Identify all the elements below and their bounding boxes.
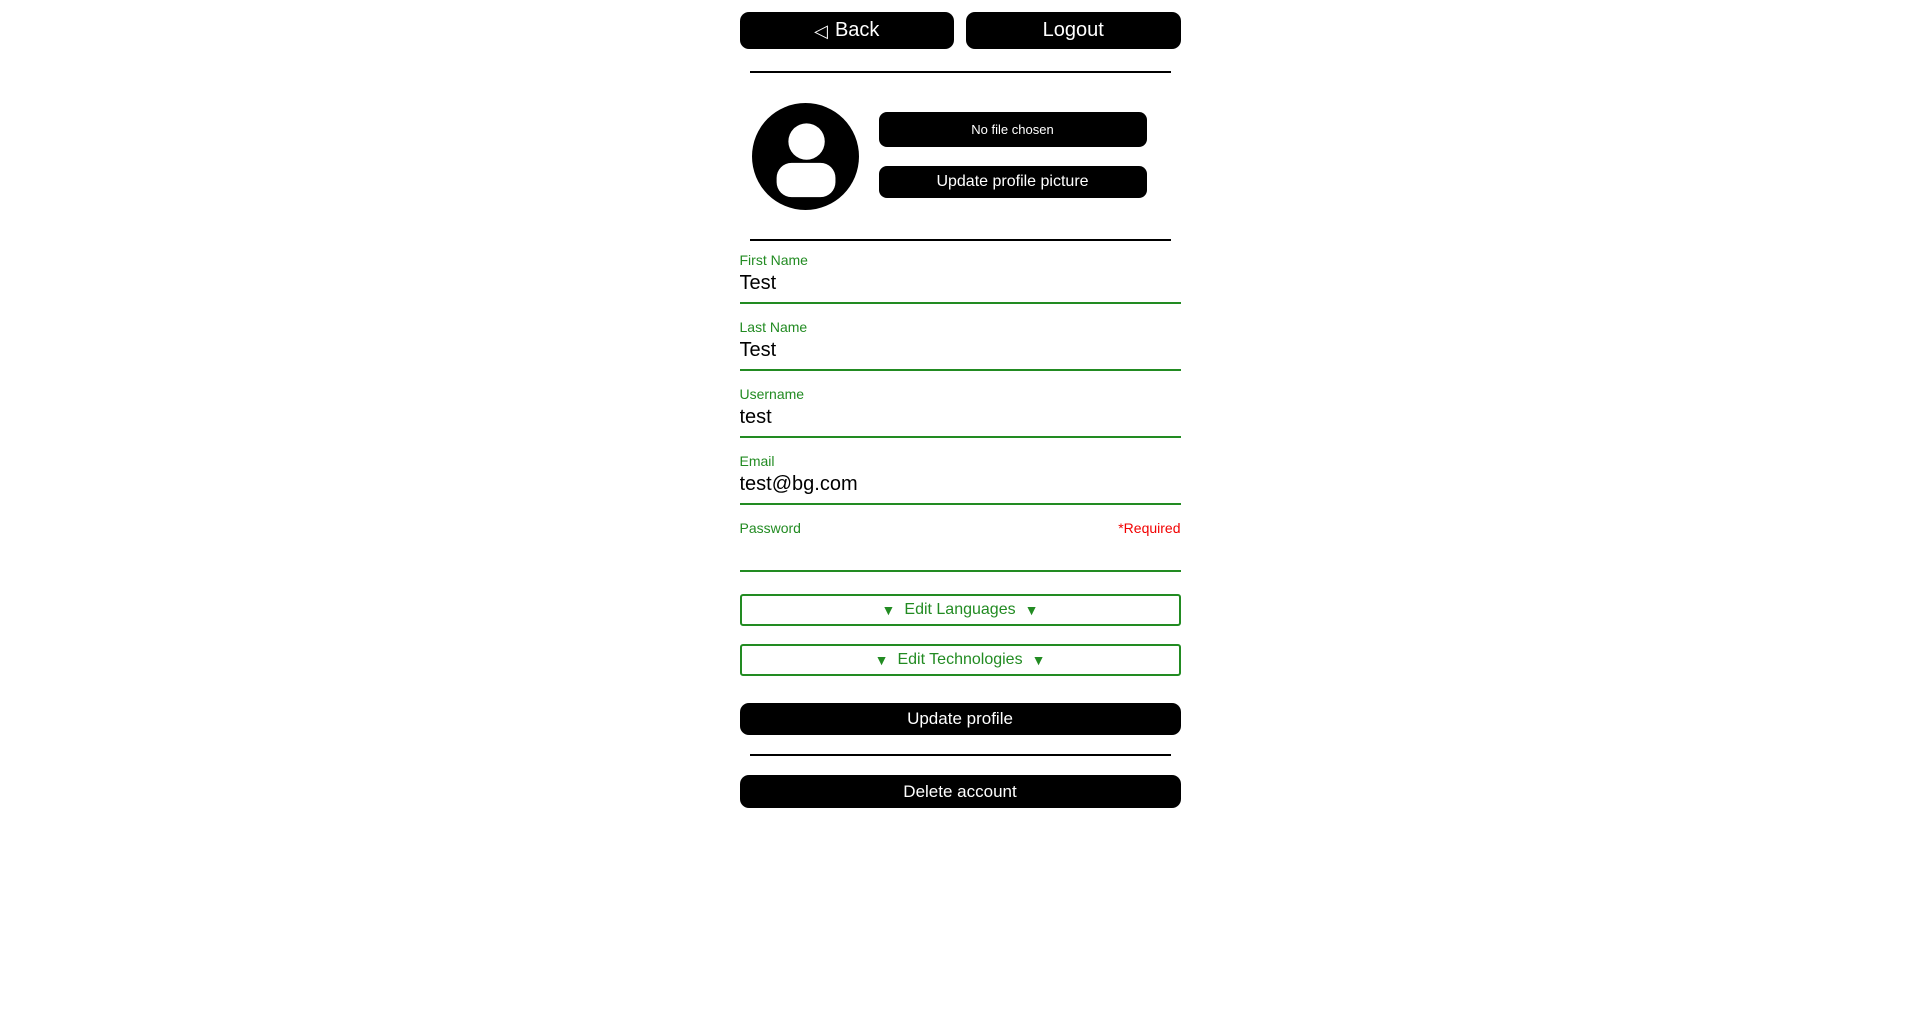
logout-button[interactable] — [966, 12, 1181, 49]
chevron-down-icon: ▼ — [881, 602, 896, 618]
email-label: Email — [739, 453, 775, 469]
file-input[interactable] — [879, 112, 1147, 147]
top-button-row — [740, 12, 1181, 49]
edit-technologies-button[interactable] — [740, 644, 1181, 676]
first-name-field — [740, 252, 1181, 304]
picture-upload-column — [879, 103, 1147, 198]
email-input[interactable] — [740, 469, 1181, 499]
last-name-field — [740, 319, 1181, 371]
file-input-status: No file chosen — [971, 122, 1054, 137]
back-button-label: Back — [834, 19, 880, 41]
password-field — [740, 520, 1181, 572]
divider-bottom — [750, 754, 1171, 756]
password-input[interactable] — [740, 536, 1181, 566]
email-field — [740, 453, 1181, 505]
username-field — [740, 386, 1181, 438]
delete-account-button[interactable] — [740, 775, 1181, 808]
first-name-label: First Name — [739, 252, 808, 268]
update-picture-button[interactable] — [879, 166, 1147, 198]
edit-languages-button[interactable] — [740, 594, 1181, 626]
back-button[interactable] — [740, 12, 955, 49]
avatar-person-icon — [752, 103, 859, 210]
profile-picture-section — [740, 103, 1181, 210]
chevron-down-icon: ▼ — [1024, 602, 1039, 618]
delete-account-label: Delete account — [903, 781, 1017, 801]
update-picture-label: Update profile picture — [936, 173, 1089, 190]
first-name-input[interactable] — [740, 268, 1181, 298]
logout-button-label: Logout — [1042, 19, 1104, 41]
password-label: Password — [739, 520, 801, 536]
update-profile-button[interactable] — [740, 703, 1181, 735]
profile-page — [740, 12, 1181, 808]
back-arrow-icon: ◁ — [814, 20, 828, 41]
divider-top — [750, 71, 1171, 73]
update-profile-label: Update profile — [907, 709, 1013, 728]
required-note: *Required — [1118, 520, 1181, 536]
edit-languages-label: Edit Languages — [904, 601, 1016, 618]
divider-avatar — [750, 239, 1171, 241]
last-name-input[interactable] — [740, 335, 1181, 365]
username-label: Username — [739, 386, 805, 402]
chevron-down-icon: ▼ — [874, 652, 889, 668]
chevron-down-icon: ▼ — [1031, 652, 1046, 668]
edit-technologies-label: Edit Technologies — [897, 651, 1023, 668]
last-name-label: Last Name — [739, 319, 808, 335]
username-input[interactable] — [740, 402, 1181, 432]
